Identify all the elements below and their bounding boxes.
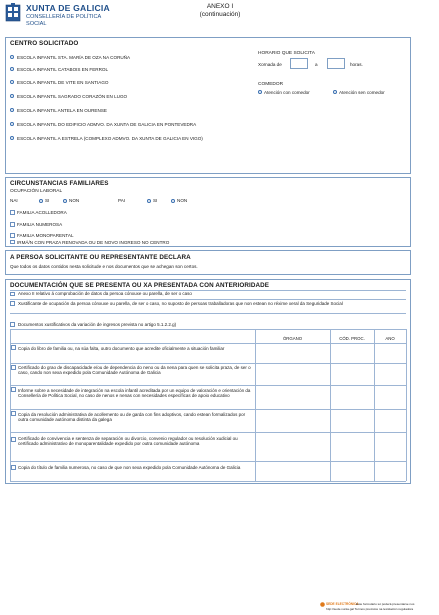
declara-title: A PERSOA SOLICITANTE OU REPRESENTANTE DECLARA [10,254,191,261]
xunta-logo-icon [5,3,21,23]
header [0,0,439,36]
hour-from-input[interactable] [290,58,308,69]
documentacion-title: DOCUMENTACIÓN QUE SE PRESENTA OU XA PRESENTADA CON ANTERIORIDADE [10,282,270,289]
doc-discapacidade-checkbox[interactable] [11,365,16,370]
doc-variacion-label: Documentos xustificativos da variación de ingresos prevista no artigo 5.1.2.2.g) [18,321,177,327]
dept-line-1: CONSELLERÍA DE POLÍTICA [26,14,102,20]
doc-integracion-checkbox[interactable] [11,387,16,392]
pai-si-label: SI [153,198,158,203]
hour-to-input[interactable] [327,58,345,69]
xornada-label: Xornada de [258,62,282,67]
nai-label: NAI [10,198,18,203]
doc-discapacidade-label: Certificado do grao de discapacidade e/ou de dependencia do neno ou da nena para quen se solicita praza, de ser o caso, cando non sexa expedido pola Comunidade Autónoma de Galicia [18,365,251,376]
horario-label: HORARIO QUE SOLICITA [258,51,315,56]
comedor-with-radio[interactable] [258,90,262,94]
pai-non-label: NON [177,198,188,203]
footer-line-2: http://sede.xunta.gal Termos previstos na lexislación reguladora [326,607,414,611]
familia-acolledora-checkbox[interactable] [10,210,15,215]
doc-ocupacion-label: Xustificante de ocupación da persoa cónxuxe ou parella, de ser o caso, no suposto de persoas traballadoras que non estean no réxime xeral da Seguridade Social [18,300,343,306]
col-cod-proc: CÓD. PROC. [339,336,365,341]
pai-si-radio[interactable] [147,199,151,203]
school-label-3: ESCOLA INFANTIL DE VITE EN SANTIAGO [17,79,109,85]
pai-non-radio[interactable] [171,199,175,203]
a-label: a [315,62,318,67]
doc-libro-familia-label: Copia do libro de familia ou, na súa falta, outro documento que acredite oficialmente a situación familiar [18,346,225,351]
annex-title: ANEXO I [206,3,234,10]
school-label-4: ESCOLA INFANTIL SAGRADO CORAZÓN EN LUGO [17,93,128,99]
familia-acolledora-label: FAMILIA ACOLLEDORA [17,210,67,215]
nai-non-radio[interactable] [63,199,67,203]
familia-title: CIRCUNSTANCIAS FAMILIARES [10,180,109,187]
comedor-label: COMEDOR [258,82,284,87]
doc-anexo-ii-checkbox[interactable] [10,292,15,297]
declara-text: Que todos os datos contidos nesta solicitude e nos documentos que se achegan son certos. [10,264,198,269]
annex-subtitle: (continuación) [199,11,241,18]
familia-numerosa-checkbox[interactable] [10,222,15,227]
org-name: XUNTA DE GALICIA [26,3,110,13]
school-radio-5[interactable] [10,108,14,112]
doc-acollemento-checkbox[interactable] [11,411,16,416]
col-organo: ÓRGANO [282,336,303,341]
school-label-6: ESCOLA INFANTIL DO EDIFICIO ADMVO. DA XUNTA DE GALICIA EN PONTEVEDRA [17,121,197,127]
doc-familia-numerosa-checkbox[interactable] [11,465,16,470]
footer-line-1: Este formulario só poderá presentarse nos [356,602,415,606]
school-label-7: ESCOLA INFANTIL A ESTRELA (COMPLEXO ADMVO. DA XUNTA DE GALICIA EN VIGO) [17,135,203,141]
doc-variacion-checkbox[interactable] [10,322,15,327]
school-label-2: ESCOLA INFANTIL CATABOIS EN FERROL [17,66,109,72]
doc-convivencia-checkbox[interactable] [11,437,16,442]
comedor-without-radio[interactable] [333,90,337,94]
pai-label: PAI [118,198,126,203]
col-ano: ANO [385,336,395,341]
school-radio-7[interactable] [10,136,14,140]
doc-familia-numerosa-label: Copia do título de familia numerosa, no caso de que non sexa expedido pola Comunidade Autónoma de Galicia [18,465,241,470]
nai-si-label: SI [45,198,50,203]
sede-logo-icon [320,602,325,607]
school-label-5: ESCOLA INFANTIL ANTELA EN OURENSE [17,107,107,113]
documentacion-section [5,279,411,484]
doc-ocupacion-checkbox[interactable] [10,301,15,306]
school-label-1: ESCOLA INFANTIL STA. MARÍA DE OZA NA CORUÑA [17,54,131,60]
horas-label: horas. [350,62,363,67]
doc-integracion-label: Informe sobre a necesidade de integración na escola infantil acreditada por un equipo de valoración e orientación da Consellería de Política Social, no caso de nenos e nenas con necesidades específicas de apoio educativo [18,388,251,399]
centro-title: CENTRO SOLICITADO [10,40,79,47]
familia-numerosa-label: FAMILIA NUMEROSA [17,222,63,227]
dept-line-2: SOCIAL [26,21,47,27]
school-radio-2[interactable] [10,67,14,71]
nai-non-label: NON [69,198,80,203]
nai-si-radio[interactable] [39,199,43,203]
comedor-without-label: Atención sen comedor [339,89,385,95]
irman-praza-checkbox[interactable] [10,240,15,245]
ocupacion-label: OCUPACIÓN LABORAL [10,189,63,194]
school-radio-1[interactable] [10,55,14,59]
school-radio-3[interactable] [10,80,14,84]
familia-monoparental-checkbox[interactable] [10,233,15,238]
doc-convivencia-label: Certificado de convivencia e sentenza de separación ou divorcio, convenio regulador ou resolución xudicial ou certificado administrativo de monoparentalidade expedido por outra comunidade autónoma [18,436,238,447]
doc-libro-familia-checkbox[interactable] [11,345,16,350]
school-radio-4[interactable] [10,94,14,98]
doc-anexo-ii-label: Anexo II relativo á comprobación de datos da persoa cónxuxe ou parella, de ser o caso [18,291,192,296]
footer [320,601,435,613]
school-radio-6[interactable] [10,122,14,126]
footer-brand: SEDE ELECTRÓNICA [326,602,359,606]
comedor-with-label: Atención con comedor [264,89,310,95]
doc-acollemento-label: Copia da resolución administrativa de acollemento ou de garda con fins adoptivos, cando estean formalizados por outra comunidade autónoma distinta da galega [18,412,246,423]
familia-monoparental-label: FAMILIA MONOPARENTAL [17,233,74,238]
irman-praza-label: IRMÁ/N CON PRAZA RENOVADA OU DE NOVO INGRESO NO CENTRO [17,239,170,245]
